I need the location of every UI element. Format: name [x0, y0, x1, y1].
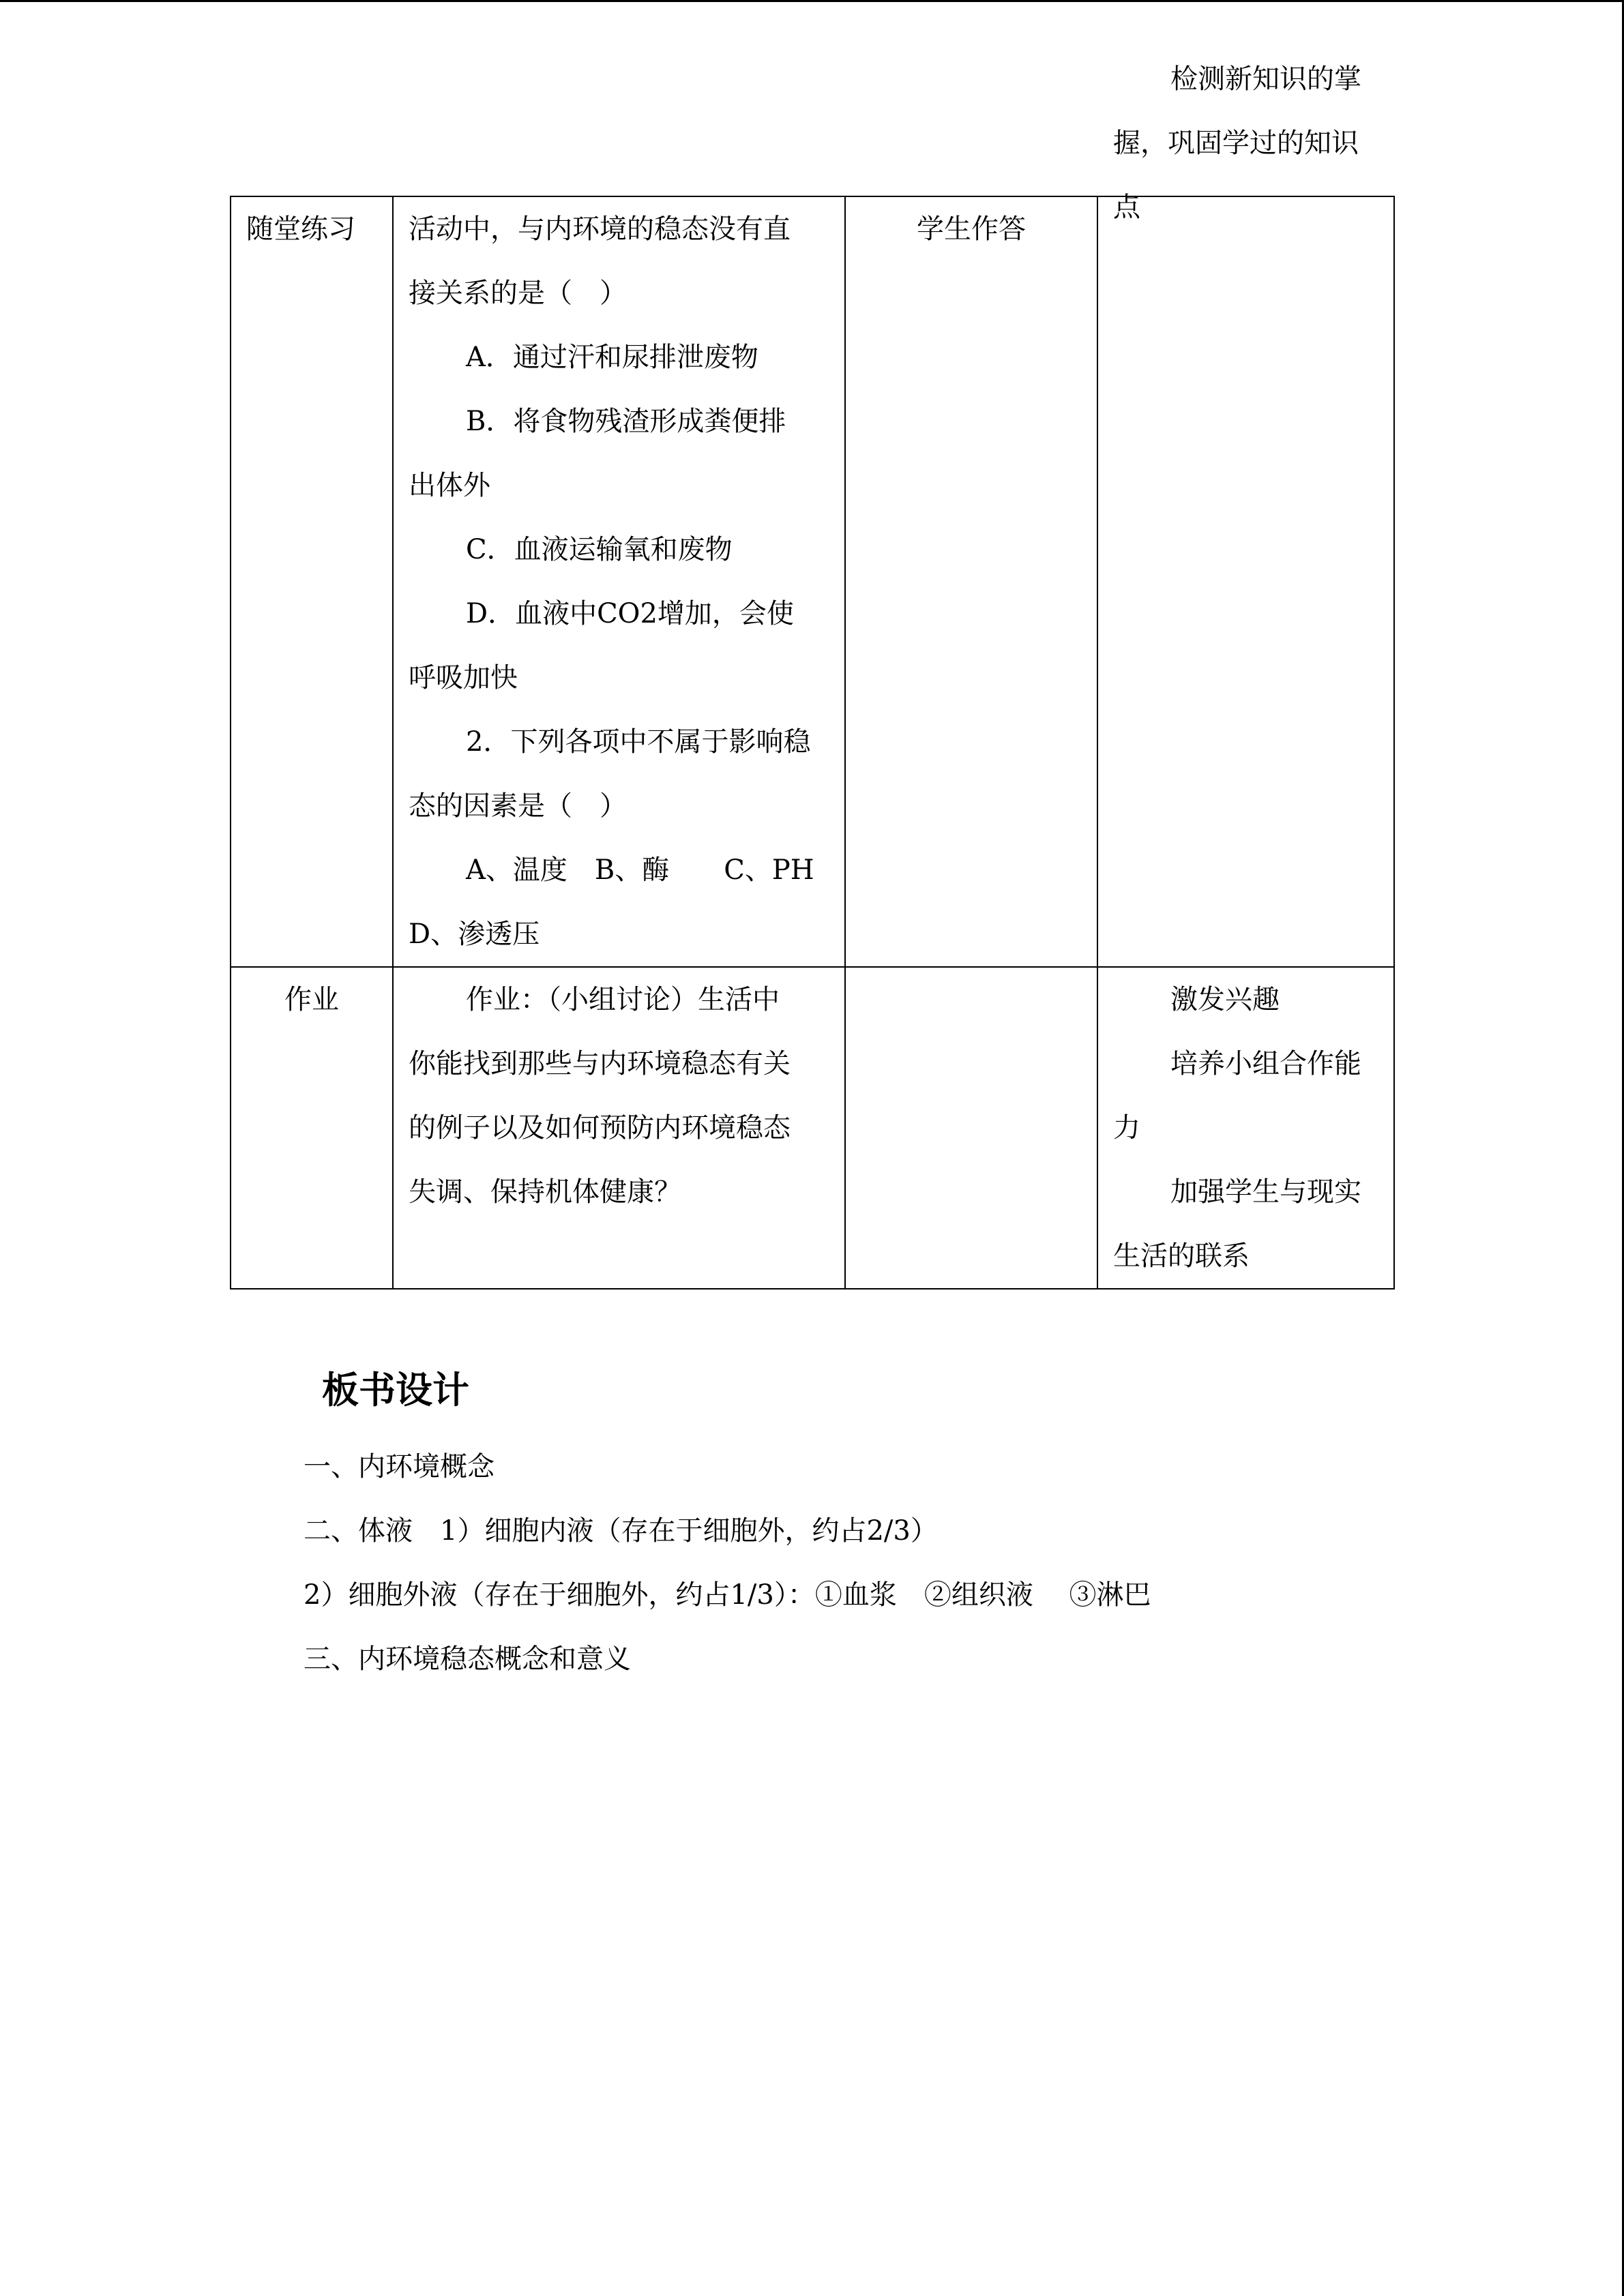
practice-line: 态的因素是（ ）	[409, 790, 627, 822]
board-line: 二、体液 1）细胞内液（存在于细胞外，约占2/3）	[304, 1515, 938, 1547]
page-top-border	[0, 0, 1624, 2]
intent-line: 激发兴趣	[1170, 984, 1280, 1015]
homework-line: 失调、保持机体健康？	[409, 1176, 681, 1208]
practice-option-b: B．将食物残渣形成粪便排	[466, 406, 786, 437]
homework-student-cell	[845, 967, 1097, 1289]
row-label-homework: 作业	[231, 967, 393, 1289]
homework-line: 你能找到那些与内环境稳态有关	[409, 1048, 791, 1079]
intent-line: 力	[1113, 1112, 1140, 1144]
intent-line: 加强学生与现实	[1170, 1176, 1361, 1208]
board-line: 2）细胞外液（存在于细胞外，约占1/3）：①血浆 ②组织液 ③淋巴	[304, 1579, 1151, 1611]
board-line: 三、内环境稳态概念和意义	[304, 1643, 631, 1675]
board-design-content	[304, 1435, 1151, 1691]
lesson-table	[230, 63, 1395, 1289]
board-design-heading: 板书设计	[322, 1368, 469, 1412]
intent-line: 检测新知识的掌	[1170, 63, 1361, 95]
intent-line: 生活的联系	[1113, 1240, 1250, 1272]
practice-option-d: D．血液中CO2增加，会使	[466, 598, 794, 629]
student-activity-cell: 学生作答	[845, 196, 1097, 967]
board-line: 一、内环境概念	[304, 1451, 494, 1482]
practice-line: 活动中，与内环境的稳态没有直	[409, 213, 791, 245]
homework-line: 的例子以及如何预防内环境稳态	[409, 1112, 791, 1144]
practice-line: 呼吸加快	[409, 662, 518, 694]
design-intent-cell	[1097, 63, 1394, 967]
practice-option-a: A．通过汗和尿排泄废物	[466, 342, 758, 373]
practice-option-c: C．血液运输氧和废物	[466, 534, 733, 565]
practice-question-2: 2．下列各项中不属于影响稳	[466, 726, 811, 758]
homework-line: 作业：（小组讨论）生活中	[466, 984, 780, 1015]
table-row-homework	[231, 967, 1394, 1289]
intent-line: 握，巩固学过的知识	[1113, 128, 1359, 159]
practice-line: 出体外	[409, 470, 490, 501]
intent-line: 点	[1113, 192, 1140, 223]
homework-content-cell	[393, 967, 845, 1289]
homework-intent-cell	[1097, 967, 1394, 1289]
practice-options-2: A、温度 B、酶 C、PH	[466, 854, 814, 886]
practice-content-cell	[393, 196, 845, 967]
table-row-practice	[231, 196, 1394, 967]
intent-line: 培养小组合作能	[1170, 1048, 1361, 1079]
row-label-practice: 随堂练习	[231, 196, 393, 967]
practice-line: 接关系的是（ ）	[409, 278, 627, 309]
practice-line: D、渗透压	[409, 919, 540, 950]
